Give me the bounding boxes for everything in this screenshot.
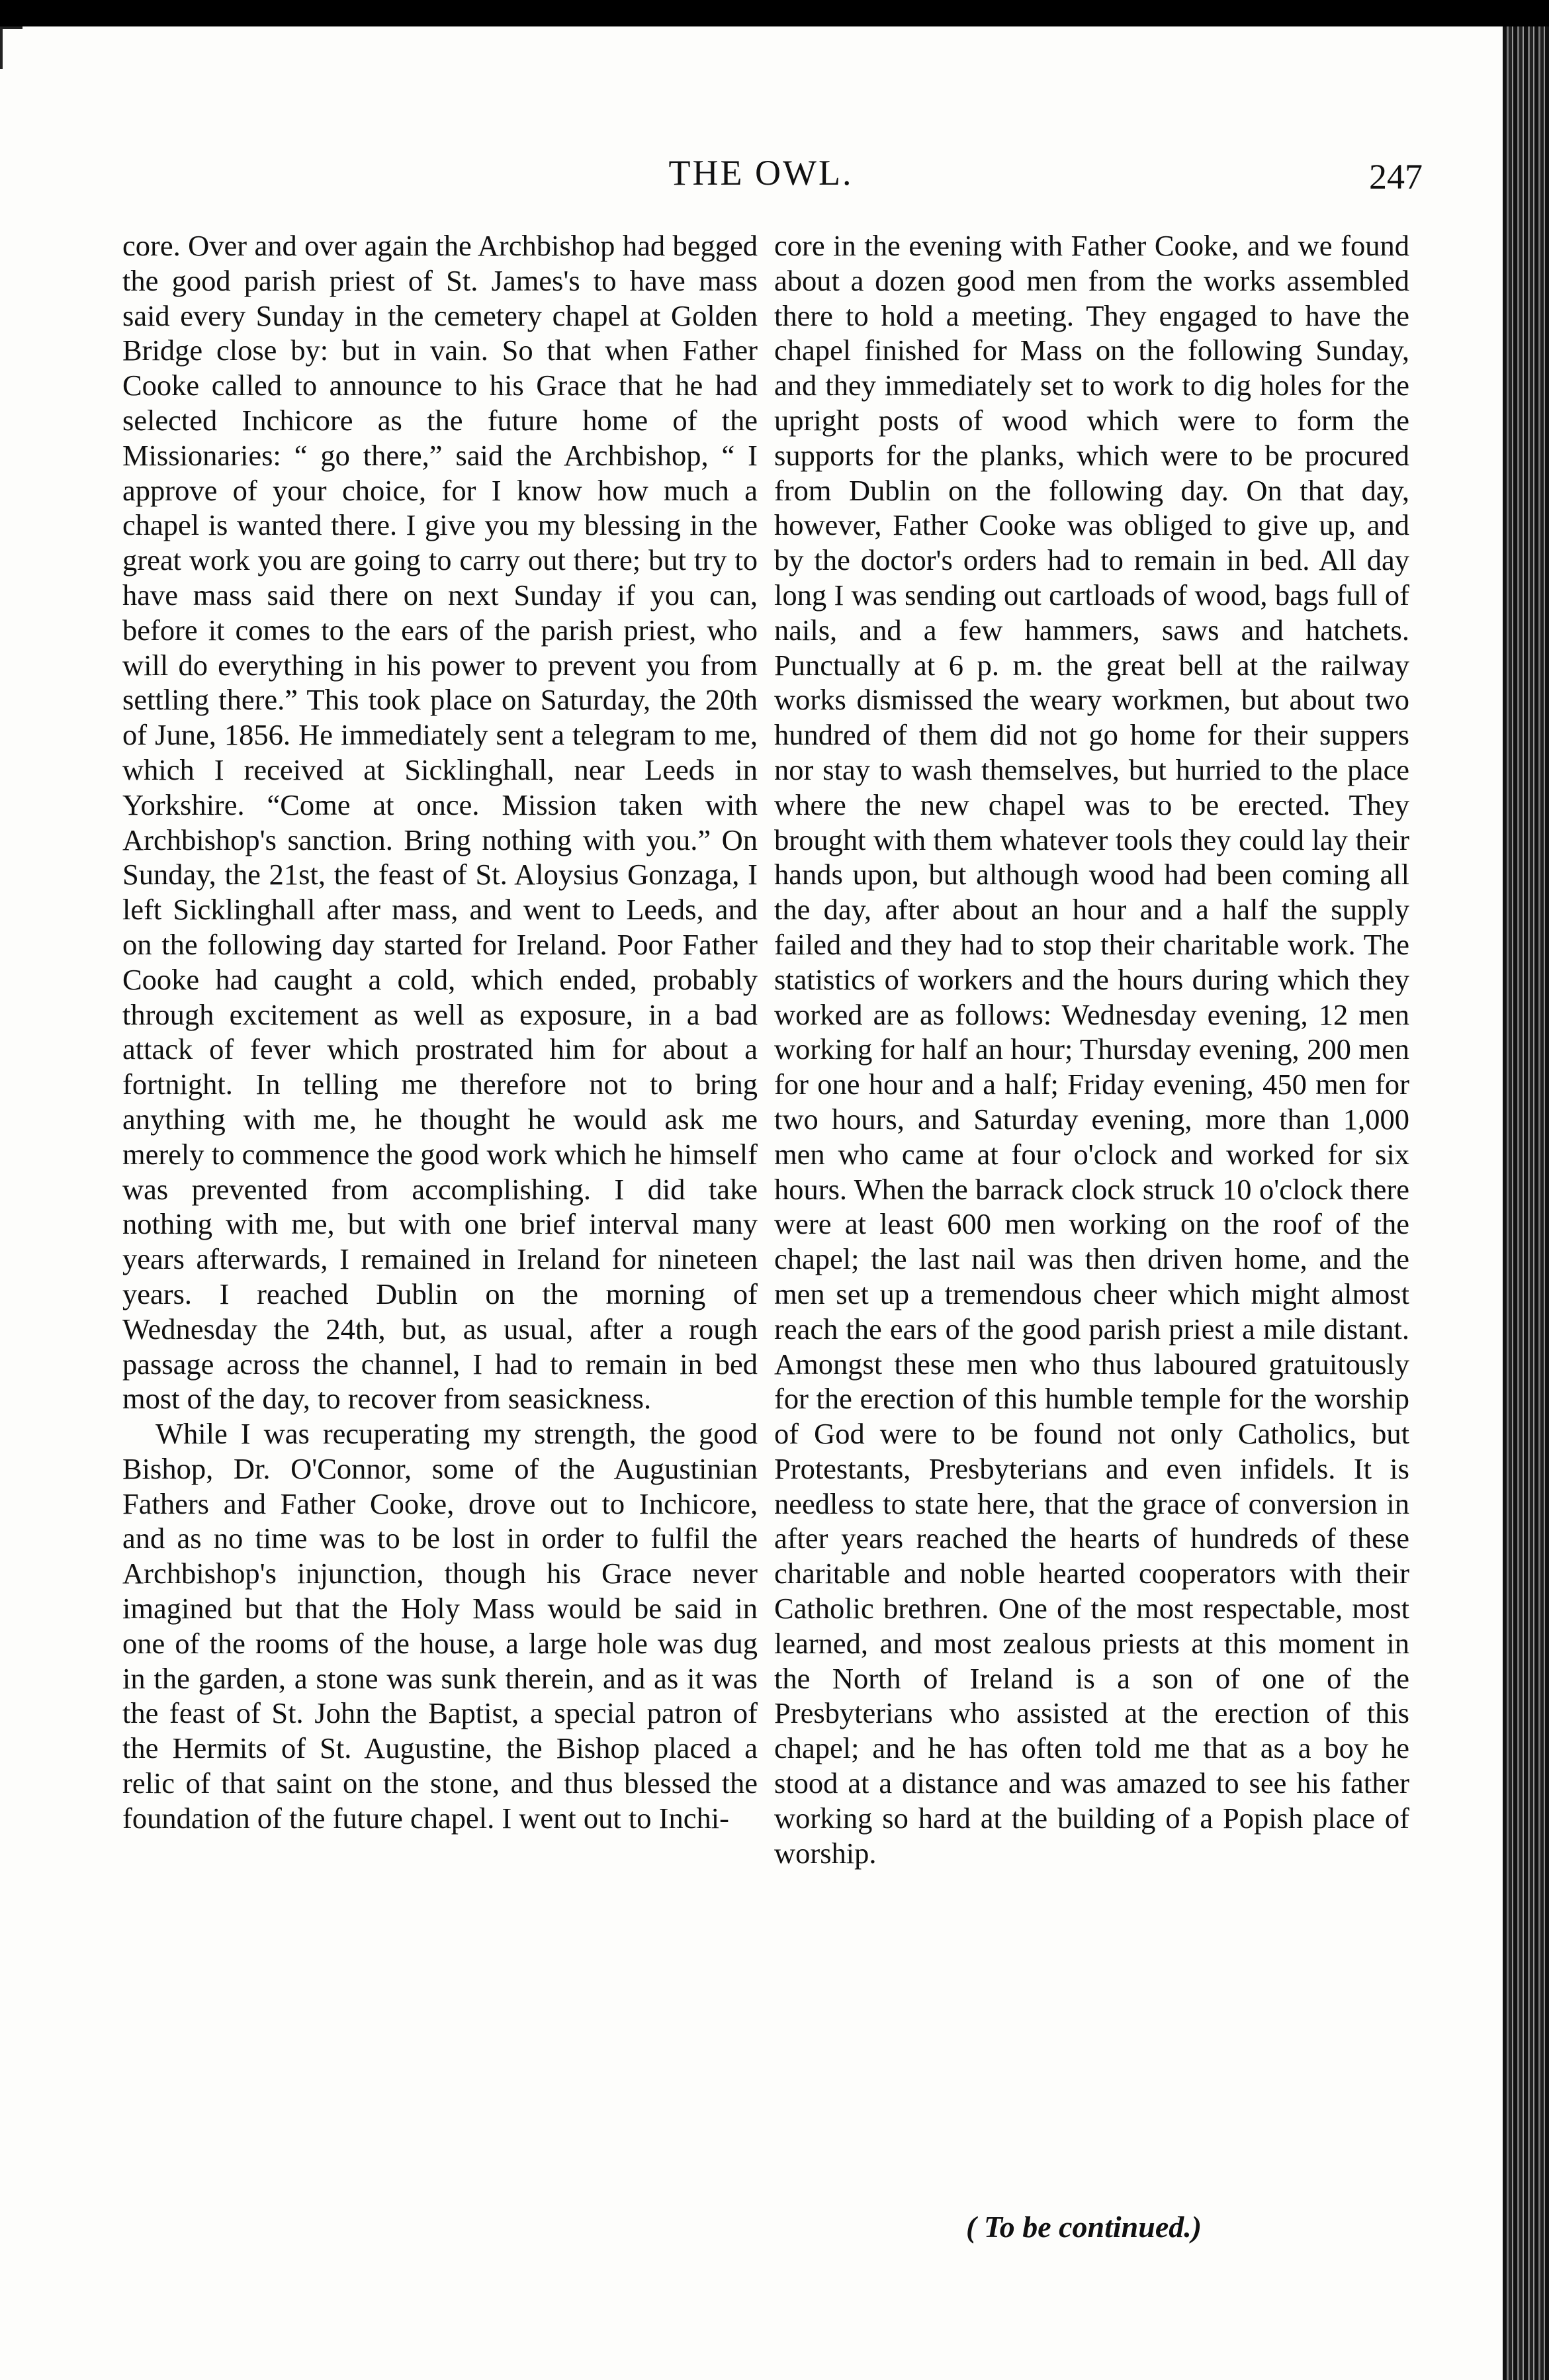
left-column	[122, 228, 758, 1836]
running-title: THE OWL.	[668, 153, 854, 193]
right-paragraph-1: core in the evening with Father Cooke, and we found about a dozen good men from the works assembled there to hold a meeting. They engaged to have the chapel finished for Mass on the following Sunday, and they immediately set to work to dig holes for the upright posts of wood which were to form the supports for the planks, which were to be procured from Dublin on the following day. On that day, however, Father Cooke was obliged to give up, and by the doctor's orders had to remain in bed. All day long I was sending out cartloads of wood, bags full of nails, and a few hammers, saws and hatchets. Punctually at 6 p. m. the great bell at the railway works dismissed the weary workmen, but about two hundred of them did not go home for their suppers nor stay to wash themselves, but hurried to the place where the new chapel was to be erected. They brought with them whatever tools they could lay their hands upon, but although wood had been coming all the day, after about an hour and a half the supply failed and they had to stop their charitable work. The statistics of workers and the hours during which they worked are as follows: Wednesday evening, 12 men working for half an hour; Thursday evening, 200 men for one hour and a half; Friday evening, 450 men for two hours, and Saturday evening, more than 1,000 men who came at four o'clock and worked for six hours. When the barrack clock struck 10 o'clock there were at least 600 men working on the roof of the chapel; the last nail was then driven home, and the men set up a tremendous cheer which might almost reach the ears of the good parish priest a mile distant. Amongst these men who thus laboured gratuitously for the erection of this humble temple for the worship of God were to be found not only Catholics, but Protestants, Presbyterians and even infidels. It is needless to state here, that the grace of conversion in after years reached the hearts of hundreds of these charitable and noble hearted cooperators with their Catholic brethren. One of the most respectable, most learned, and most zealous priests at this moment in the North of Ireland is a son of one of the Presbyterians who assisted at the erection of this chapel; and he has often told me that as a boy he stood at a distance and was amazed to see his father working so hard at the building of a Popish place of worship.	[774, 229, 1409, 1870]
page-number: 247	[1369, 157, 1423, 197]
scan-corner-mark	[0, 26, 22, 69]
scan-binding-edge	[1503, 26, 1549, 2380]
page-header	[99, 152, 1423, 205]
right-column	[774, 228, 1409, 1870]
to-be-continued-note: ( To be continued.)	[966, 2210, 1202, 2244]
scan-top-border	[0, 0, 1549, 26]
left-paragraph-2: While I was recuperating my strength, the good Bishop, Dr. O'Connor, some of the Augustinian Fathers and Father Cooke, drove out to Inchicore, and as no time was to be lost in order to fulfil the Archbishop's injunction, though his Grace never imagined but that the Holy Mass would be said in one of the rooms of the house, a large hole was dug in the garden, a stone was sunk therein, and as it was the feast of St. John the Baptist, a special patron of the Hermits of St. Augustine, the Bishop placed a relic of that saint on the stone, and thus blessed the foundation of the future chapel. I went out to Inchi-	[122, 1417, 758, 1835]
left-paragraph-1: core. Over and over again the Archbishop had begged the good parish priest of St. James's to have mass said every Sunday in the cemetery chapel at Golden Bridge close by: but in vain. So that when Father Cooke called to announce to his Grace that he had selected Inchicore as the future home of the Missionaries: “ go there,” said the Archbishop, “ I approve of your choice, for I know how much a chapel is wanted there. I give you my blessing in the great work you are going to carry out there; but try to have mass said there on next Sunday if you can, before it comes to the ears of the parish priest, who will do everything in his power to prevent you from settling there.” This took place on Saturday, the 20th of June, 1856. He immediately sent a telegram to me, which I received at Sicklinghall, near Leeds in Yorkshire. “Come at once. Mission taken with Archbishop's sanction. Bring nothing with you.” On Sunday, the 21st, the feast of St. Aloysius Gonzaga, I left Sicklinghall after mass, and went to Leeds, and on the following day started for Ireland. Poor Father Cooke had caught a cold, which ended, probably through excitement as well as exposure, in a bad attack of fever which prostrated him for about a fortnight. In telling me therefore not to bring anything with me, he thought he would ask me merely to commence the good work which he himself was prevented from accomplishing. I did take nothing with me, but with one brief interval many years afterwards, I remained in Ireland for nineteen years. I reached Dublin on the morning of Wednesday the 24th, but, as usual, after a rough passage across the channel, I had to remain in bed most of the day, to recover from seasickness.	[122, 229, 758, 1416]
